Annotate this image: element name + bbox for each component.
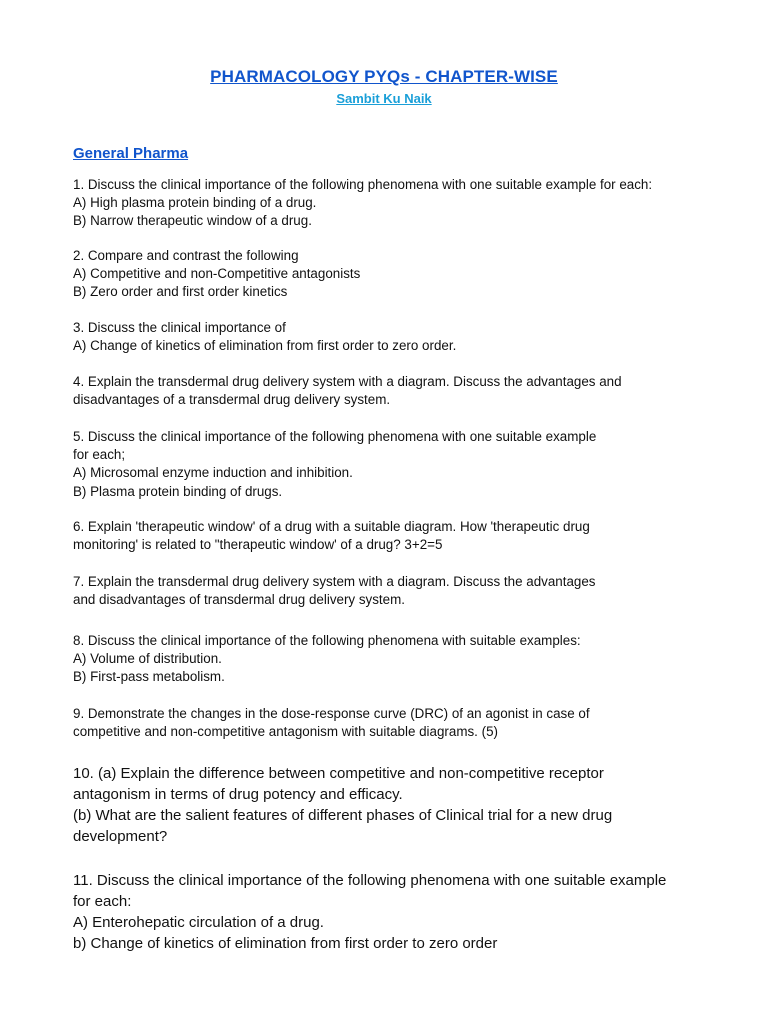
- question-line: 8. Discuss the clinical importance of the following phenomena with suitable examples:: [73, 633, 581, 648]
- question-line: 2. Compare and contrast the following: [73, 248, 299, 263]
- question-line: 10. (a) Explain the difference between competitive and non-competitive receptor: [73, 765, 604, 782]
- question-1: [73, 176, 713, 231]
- question-line: monitoring' is related to "therapeutic window' of a drug? 3+2=5: [73, 537, 443, 553]
- question-line: 3. Discuss the clinical importance of: [73, 320, 286, 335]
- question-line: 7. Explain the transdermal drug delivery system with a diagram. Discuss the advantages: [73, 574, 596, 589]
- question-line: competitive and non-competitive antagonism with suitable diagrams. (5): [73, 724, 498, 740]
- question-line: 1. Discuss the clinical importance of the following phenomena with one suitable example for each:: [73, 177, 653, 192]
- question-line: development?: [73, 828, 168, 845]
- question-3: [73, 319, 713, 355]
- question-9: [73, 705, 713, 741]
- question-line: A) High plasma protein binding of a drug.: [73, 195, 317, 211]
- question-line: 6. Explain 'therapeutic window' of a drug with a suitable diagram. How 'therapeutic drug: [73, 519, 590, 534]
- question-5: [73, 428, 713, 501]
- question-line: b) Change of kinetics of elimination from first order to zero order: [73, 935, 498, 952]
- question-line: disadvantages of a transdermal drug delivery system.: [73, 392, 391, 408]
- question-line: 9. Demonstrate the changes in the dose-response curve (DRC) of an agonist in case of: [73, 706, 590, 721]
- document-title: PHARMACOLOGY PYQs - CHAPTER-WISE: [210, 67, 558, 86]
- question-line: 5. Discuss the clinical importance of the following phenomena with one suitable example: [73, 429, 597, 444]
- question-7: [73, 573, 713, 609]
- question-8: [73, 632, 713, 687]
- question-line: B) Narrow therapeutic window of a drug.: [73, 213, 312, 229]
- question-line: for each;: [73, 447, 126, 463]
- question-line: B) Zero order and first order kinetics: [73, 284, 288, 300]
- author-link[interactable]: Sambit Ku Naik: [336, 91, 432, 106]
- question-line: for each:: [73, 893, 132, 910]
- question-line: A) Microsomal enzyme induction and inhibition.: [73, 465, 353, 481]
- question-line: B) Plasma protein binding of drugs.: [73, 483, 283, 499]
- question-4: [73, 373, 713, 409]
- question-line: and disadvantages of transdermal drug delivery system.: [73, 592, 405, 608]
- question-10: [73, 763, 713, 847]
- question-line: A) Competitive and non-Competitive antagonists: [73, 266, 361, 282]
- question-line: (b) What are the salient features of different phases of Clinical trial for a new drug: [73, 807, 613, 824]
- question-line: 11. Discuss the clinical importance of the following phenomena with one suitable example: [73, 872, 667, 889]
- question-line: B) First-pass metabolism.: [73, 669, 225, 685]
- question-line: A) Enterohepatic circulation of a drug.: [73, 914, 324, 931]
- question-line: A) Change of kinetics of elimination from first order to zero order.: [73, 338, 457, 354]
- section-heading-general-pharma[interactable]: General Pharma: [73, 145, 189, 162]
- question-2: [73, 247, 713, 302]
- question-line: antagonism in terms of drug potency and efficacy.: [73, 786, 403, 803]
- question-11: [73, 870, 713, 954]
- question-line: 4. Explain the transdermal drug delivery system with a diagram. Discuss the advantages and: [73, 374, 622, 389]
- question-line: A) Volume of distribution.: [73, 651, 222, 667]
- question-6: [73, 518, 713, 554]
